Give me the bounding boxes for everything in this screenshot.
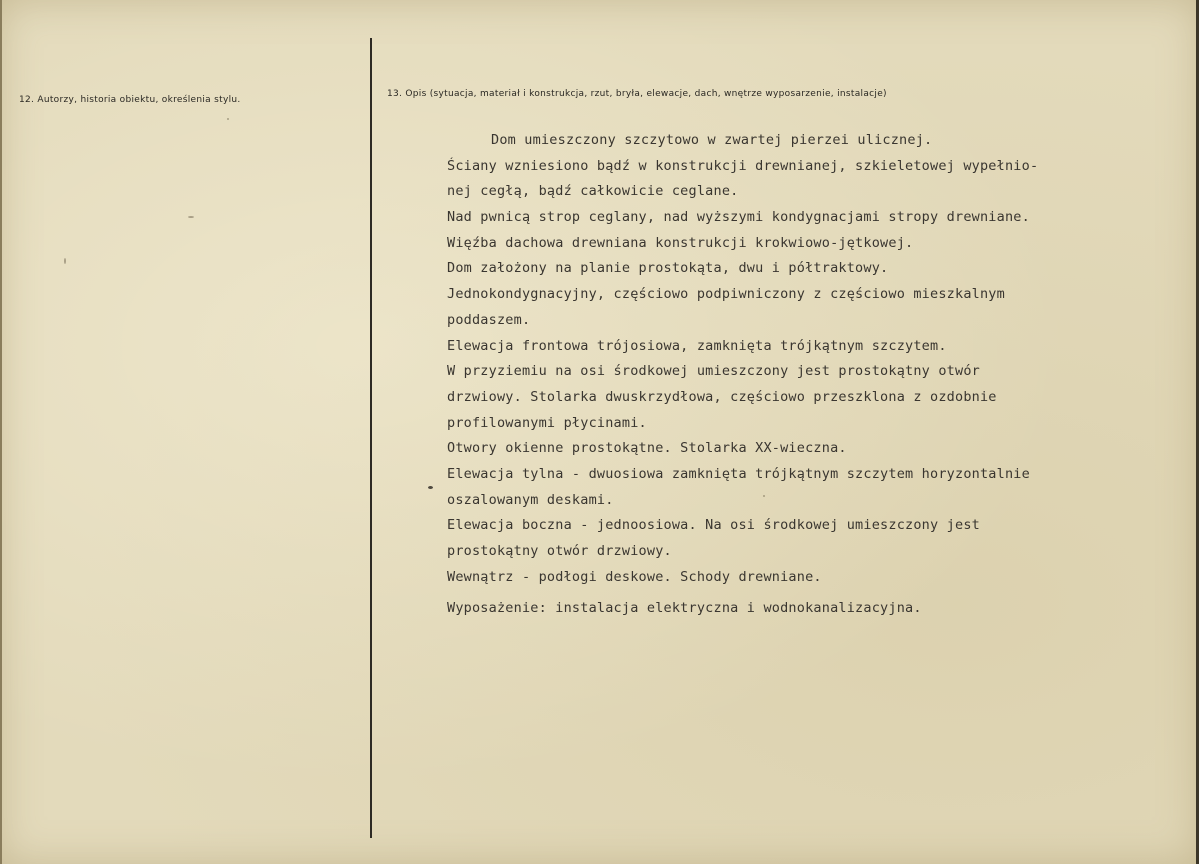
description-line: Jednokondygnacyjny, częściowo podpiwniczony z częściowo mieszkalnym xyxy=(447,286,1005,303)
description-line: oszalowanym deskami. xyxy=(447,491,614,508)
description-line: Wyposażenie: instalacja elektryczna i wodnokanalizacyjna. xyxy=(447,600,922,617)
description-line: Wewnątrz - podłogi deskowe. Schody drewniane. xyxy=(447,568,822,585)
description-line: Więźba dachowa drewniana konstrukcji krokwiowo-jętkowej. xyxy=(447,234,914,251)
paper-speck xyxy=(227,118,229,120)
card-left-edge xyxy=(0,0,2,864)
description-line: profilowanymi płycinami. xyxy=(447,414,647,431)
description-line: Ściany wzniesiono bądź w konstrukcji drewnianej, szkieletowej wypełnio- xyxy=(447,157,1039,174)
paper-speck xyxy=(428,486,433,489)
authors-history-label: 12. Autorzy, historia obiektu, określenia stylu. xyxy=(19,95,241,105)
column-divider xyxy=(370,38,372,838)
paper-speck xyxy=(763,495,765,497)
description-text xyxy=(447,128,1187,622)
description-line: drzwiowy. Stolarka dwuskrzydłowa, częściowo przeszklona z ozdobnie xyxy=(447,388,997,405)
description-label: 13. Opis (sytuacja, materiał i konstrukcja, rzut, bryła, elewacje, dach, wnętrze wyposarzenie, instalacje) xyxy=(387,89,887,99)
description-line: nej cegłą, bądź całkowicie ceglane. xyxy=(447,183,739,200)
paper-speck xyxy=(64,258,66,264)
paper-speck xyxy=(188,216,194,218)
description-line: Elewacja frontowa trójosiowa, zamknięta trójkątnym szczytem. xyxy=(447,337,947,354)
description-line: W przyziemiu na osi środkowej umieszczony jest prostokątny otwór xyxy=(447,363,980,380)
description-line: Nad pwnicą strop ceglany, nad wyższymi kondygnacjami stropy drewniane. xyxy=(447,209,1030,226)
description-line: Elewacja tylna - dwuosiowa zamknięta trójkątnym szczytem horyzontalnie xyxy=(447,465,1030,482)
description-line: Otwory okienne prostokątne. Stolarka XX-wieczna. xyxy=(447,440,847,457)
description-line: poddaszem. xyxy=(447,311,531,328)
description-line: prostokątny otwór drzwiowy. xyxy=(447,543,672,559)
description-line: Dom umieszczony szczytowo w zwartej pierzei ulicznej. xyxy=(491,132,933,148)
description-line: Dom założony na planie prostokąta, dwu i półtraktowy. xyxy=(447,260,889,277)
description-line: Elewacja boczna - jednoosiowa. Na osi środkowej umieszczony jest xyxy=(447,517,980,534)
